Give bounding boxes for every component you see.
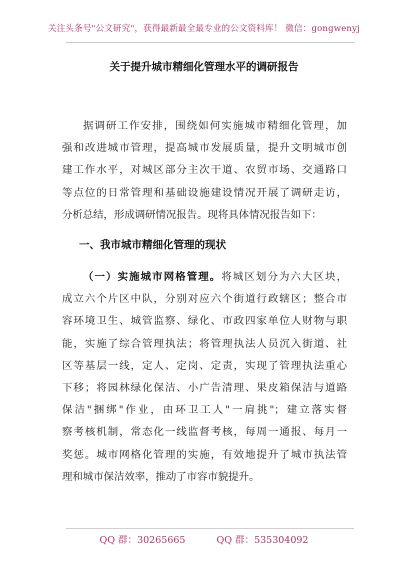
intro-line: 建工作水平，对城区部分主次干道、农贸市场、交通路口 [62, 164, 347, 177]
paragraph-line: 保洁"捆绑"作业，由环卫工人"一肩挑"；建立落实督 [62, 404, 347, 417]
document-title: 关于提升城市精细化管理水平的调研报告 [109, 61, 299, 73]
paragraph-line: 奖惩。城市网格化管理的实施，有效地提升了城市执法管 [62, 448, 347, 461]
footer [0, 532, 408, 546]
paragraph-line: 下移；将园林绿化保洁、小广告清理、果皮箱保洁与道路 [62, 382, 347, 395]
paragraph-line: 成立六个片区中队，分别对应六个街道行政辖区；整合市 [62, 293, 347, 306]
paragraph-line: 理和城市保洁效率，推动了市容市貌提升。 [62, 470, 260, 483]
intro-line: 据调研工作安排，围绕如何实施城市精细化管理，加 [83, 120, 347, 132]
intro-line: 分析总结，形成调研情况报告。现将具体情况报告如下： [62, 208, 322, 221]
subsection-heading: （一）实施城市网格管理。 [83, 271, 222, 283]
footer-divider [66, 528, 354, 529]
paragraph-line: 能，实施了综合管理执法；将管理执法人员沉入街道、社 [62, 337, 347, 350]
section-heading: 一、我市城市精细化管理的现状 [79, 239, 226, 251]
paragraph-first-line [62, 266, 347, 288]
header-divider [66, 42, 354, 43]
intro-line: 等点位的日常管理和基础设施建设情况开展了调研走访， [62, 186, 347, 199]
footer-qq-group-1: QQ 群：30265665 [99, 535, 186, 546]
paragraph-line: 察考核机制，常态化一线监督考核，每周一通报、每月一 [62, 426, 347, 439]
header-banner: 关注头条号"公文研究"，获得最新最全最专业的公文资料库！ 微信：gongwenyj [48, 24, 360, 34]
footer-qq-group-2: QQ 群：535304092 [216, 535, 309, 546]
paragraph-text: 将城区划分为六大区块， [221, 271, 347, 283]
paragraph-line: 容环境卫生、城管监察、绿化、市政四家单位人财物与职 [62, 315, 347, 328]
grid-management-paragraph [62, 266, 347, 488]
intro-line: 强和改进城市管理，提高城市发展质量，提升文明城市创 [62, 142, 347, 155]
paragraph-line: 区等基层一线，定人、定岗、定责，实现了管理执法重心 [62, 359, 347, 372]
intro-paragraph [62, 115, 347, 226]
